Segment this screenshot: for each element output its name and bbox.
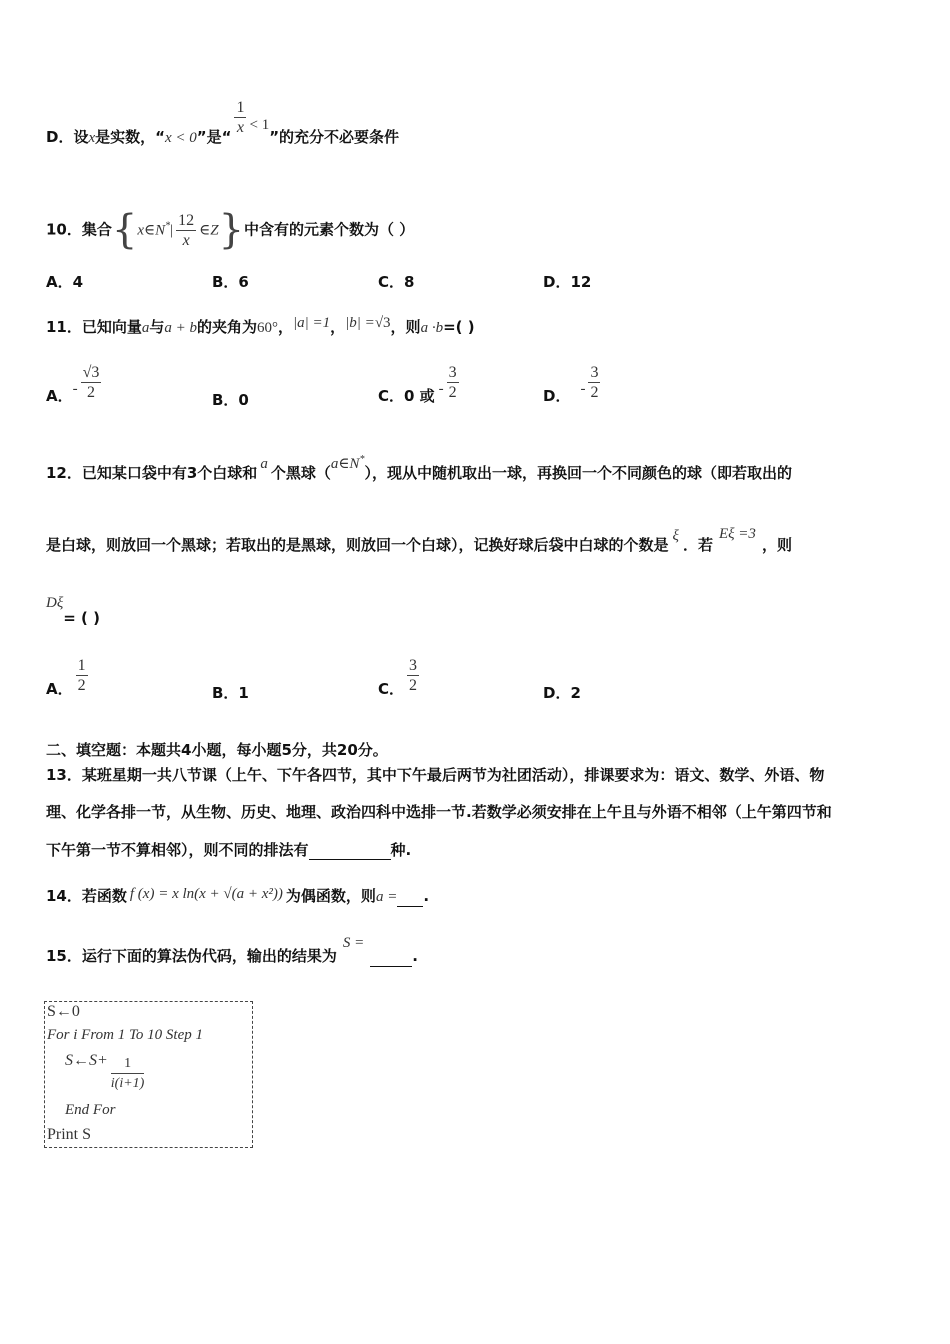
question-label: 14．若函数 xyxy=(46,887,127,905)
q10-option-a: A．4 xyxy=(46,273,84,291)
q10-option-b: B．6 xyxy=(212,273,249,291)
algo-line-3 xyxy=(65,1054,147,1093)
numerator: 1 xyxy=(111,1054,145,1074)
math-set: x∈N xyxy=(137,222,166,239)
math-abs-b: |b| = xyxy=(345,315,375,331)
q11-option-c xyxy=(378,363,462,405)
algo-line-2: For i From 1 To 10 Step 1 xyxy=(47,1027,203,1043)
q10-option-d: D．12 xyxy=(543,273,592,291)
math-var: a xyxy=(260,456,268,472)
question-13-line-1: 13．某班星期一共八节课（上午、下午各四节，其中下午最后两节为社团活动），排课要求为：语文、数学、外语、物 xyxy=(46,766,825,784)
fraction xyxy=(76,656,88,695)
minus-sign: - xyxy=(580,381,586,397)
question-12-line-1 xyxy=(46,454,792,484)
q12-option-d: D．2 xyxy=(543,684,581,702)
text: 下午第一节不算相邻），则不同的排法有 xyxy=(46,841,309,859)
fraction xyxy=(176,211,196,250)
algo-line-5: Print S xyxy=(47,1126,92,1143)
option-label: D．设 xyxy=(46,128,89,146)
fraction xyxy=(588,363,600,402)
math-var: S = xyxy=(342,935,365,951)
q11-option-b: B．0 xyxy=(212,391,249,409)
question-15 xyxy=(46,935,418,967)
numerator: 3 xyxy=(590,364,599,381)
algo-line-1: S←0 xyxy=(47,1003,80,1020)
fraction xyxy=(407,656,419,695)
question-label: 11．已知向量 xyxy=(46,318,142,336)
math-var: x xyxy=(88,130,96,146)
q12-option-c xyxy=(378,656,422,698)
fraction xyxy=(111,1054,145,1093)
q11-option-d xyxy=(543,363,603,405)
denominator: x xyxy=(182,231,190,249)
question-12-line-2 xyxy=(46,526,792,556)
text: ，则 xyxy=(390,318,421,336)
denominator: 2 xyxy=(77,677,86,694)
denominator: 2 xyxy=(409,677,418,694)
text: 中含有的元素个数为（ ） xyxy=(244,220,415,239)
text: ，则 xyxy=(761,536,792,554)
text: 是白球，则放回一个黑球；若取出的是黑球，则放回一个白球），记换好球后袋中白球的个数是 xyxy=(46,536,669,554)
section-2-heading: 二、填空题：本题共4小题，每小题5分，共20分。 xyxy=(46,741,388,759)
math-lt: < 1 xyxy=(249,117,270,133)
text: 个黑球（ xyxy=(270,464,331,482)
option-label: D． xyxy=(543,387,571,405)
math-cond: a∈N xyxy=(330,456,360,472)
math-angle: 60° xyxy=(257,320,279,336)
text: 的夹角为 xyxy=(197,318,258,336)
math-cond: x < 0 xyxy=(164,130,197,146)
q12-option-a xyxy=(46,656,91,698)
text: 是实数，“ xyxy=(95,128,165,146)
question-10 xyxy=(46,207,415,253)
numerator: 1 xyxy=(236,99,245,116)
math-abs-a: |a| =1 xyxy=(293,315,331,331)
q10-option-c: C．8 xyxy=(378,273,415,291)
text: 12．已知某口袋中有3个白球和 xyxy=(46,464,258,482)
math-sqrt: √3 xyxy=(374,315,391,331)
fraction xyxy=(234,98,246,137)
numerator: 12 xyxy=(178,211,195,229)
math-assign: S←S+ xyxy=(65,1052,108,1070)
math-var: a xyxy=(141,320,150,336)
text: ），现从中随机取出一球，再换回一个不同颜色的球（即若取出的 xyxy=(364,464,792,482)
text: ， xyxy=(330,318,346,336)
fraction xyxy=(447,363,459,402)
text: . xyxy=(423,887,430,905)
denominator: 2 xyxy=(590,384,599,401)
option-label: A． xyxy=(46,387,73,405)
minus-sign: - xyxy=(72,381,78,397)
numerator: 1 xyxy=(77,657,86,674)
denominator: 2 xyxy=(87,384,95,401)
math-xi: ξ xyxy=(672,528,679,544)
text: ”的充分不必要条件 xyxy=(269,128,400,146)
denominator: x xyxy=(236,119,245,136)
answer-blank[interactable] xyxy=(397,890,423,907)
denominator: 2 xyxy=(448,384,457,401)
text: ， xyxy=(278,318,294,336)
option-d-statement xyxy=(46,99,400,148)
superscript: * xyxy=(165,220,171,232)
question-14 xyxy=(46,886,429,907)
denominator: i(i+1) xyxy=(110,1076,145,1091)
text: ”是“ xyxy=(196,128,232,146)
math-expr: a + b xyxy=(164,320,198,336)
left-brace: { xyxy=(111,207,138,253)
q11-option-a xyxy=(46,363,104,405)
answer-blank[interactable] xyxy=(370,950,412,967)
option-label: A． xyxy=(46,680,73,698)
text: 种. xyxy=(390,841,412,859)
option-label: C．0 或 xyxy=(378,387,435,405)
minus-sign: - xyxy=(438,381,444,397)
math-variance: Dξ xyxy=(46,595,64,611)
text: 与 xyxy=(149,318,165,336)
text: = ( ) xyxy=(63,609,100,627)
question-13-line-3 xyxy=(46,840,411,860)
question-13-line-2: 理、化学各排一节，从生物、历史、地理、政治四科中选排一节.若数学必须安排在上午且与外语不相邻（上午第四节和 xyxy=(46,803,832,821)
question-label: 15．运行下面的算法伪代码，输出的结果为 xyxy=(46,947,337,965)
pseudo-code-box xyxy=(44,1001,253,1148)
text: ．若 xyxy=(682,536,713,554)
math-bar: | xyxy=(170,222,174,239)
math-inz: ∈Z xyxy=(199,222,219,239)
math-expectation: Eξ =3 xyxy=(718,526,756,542)
text: . xyxy=(412,947,418,965)
text: 为偶函数，则 xyxy=(285,887,376,905)
fraction xyxy=(81,363,102,402)
text: =( ) xyxy=(443,318,475,336)
math-function: f (x) = x ln(x + √(a + x²)) xyxy=(129,886,283,902)
q12-option-b: B．1 xyxy=(212,684,249,702)
question-12-line-3 xyxy=(46,595,100,627)
answer-blank[interactable] xyxy=(309,843,391,860)
math-dot: a ·b xyxy=(420,320,444,336)
numerator: √3 xyxy=(82,364,100,381)
question-11 xyxy=(46,317,475,338)
right-brace: } xyxy=(218,207,245,253)
question-label: 10．集合 xyxy=(46,220,112,239)
option-label: C． xyxy=(378,680,405,698)
algo-line-4: End For xyxy=(65,1102,116,1118)
superscript: * xyxy=(359,454,365,465)
numerator: 3 xyxy=(448,364,457,381)
numerator: 3 xyxy=(409,657,418,674)
math-var: a = xyxy=(375,889,398,905)
